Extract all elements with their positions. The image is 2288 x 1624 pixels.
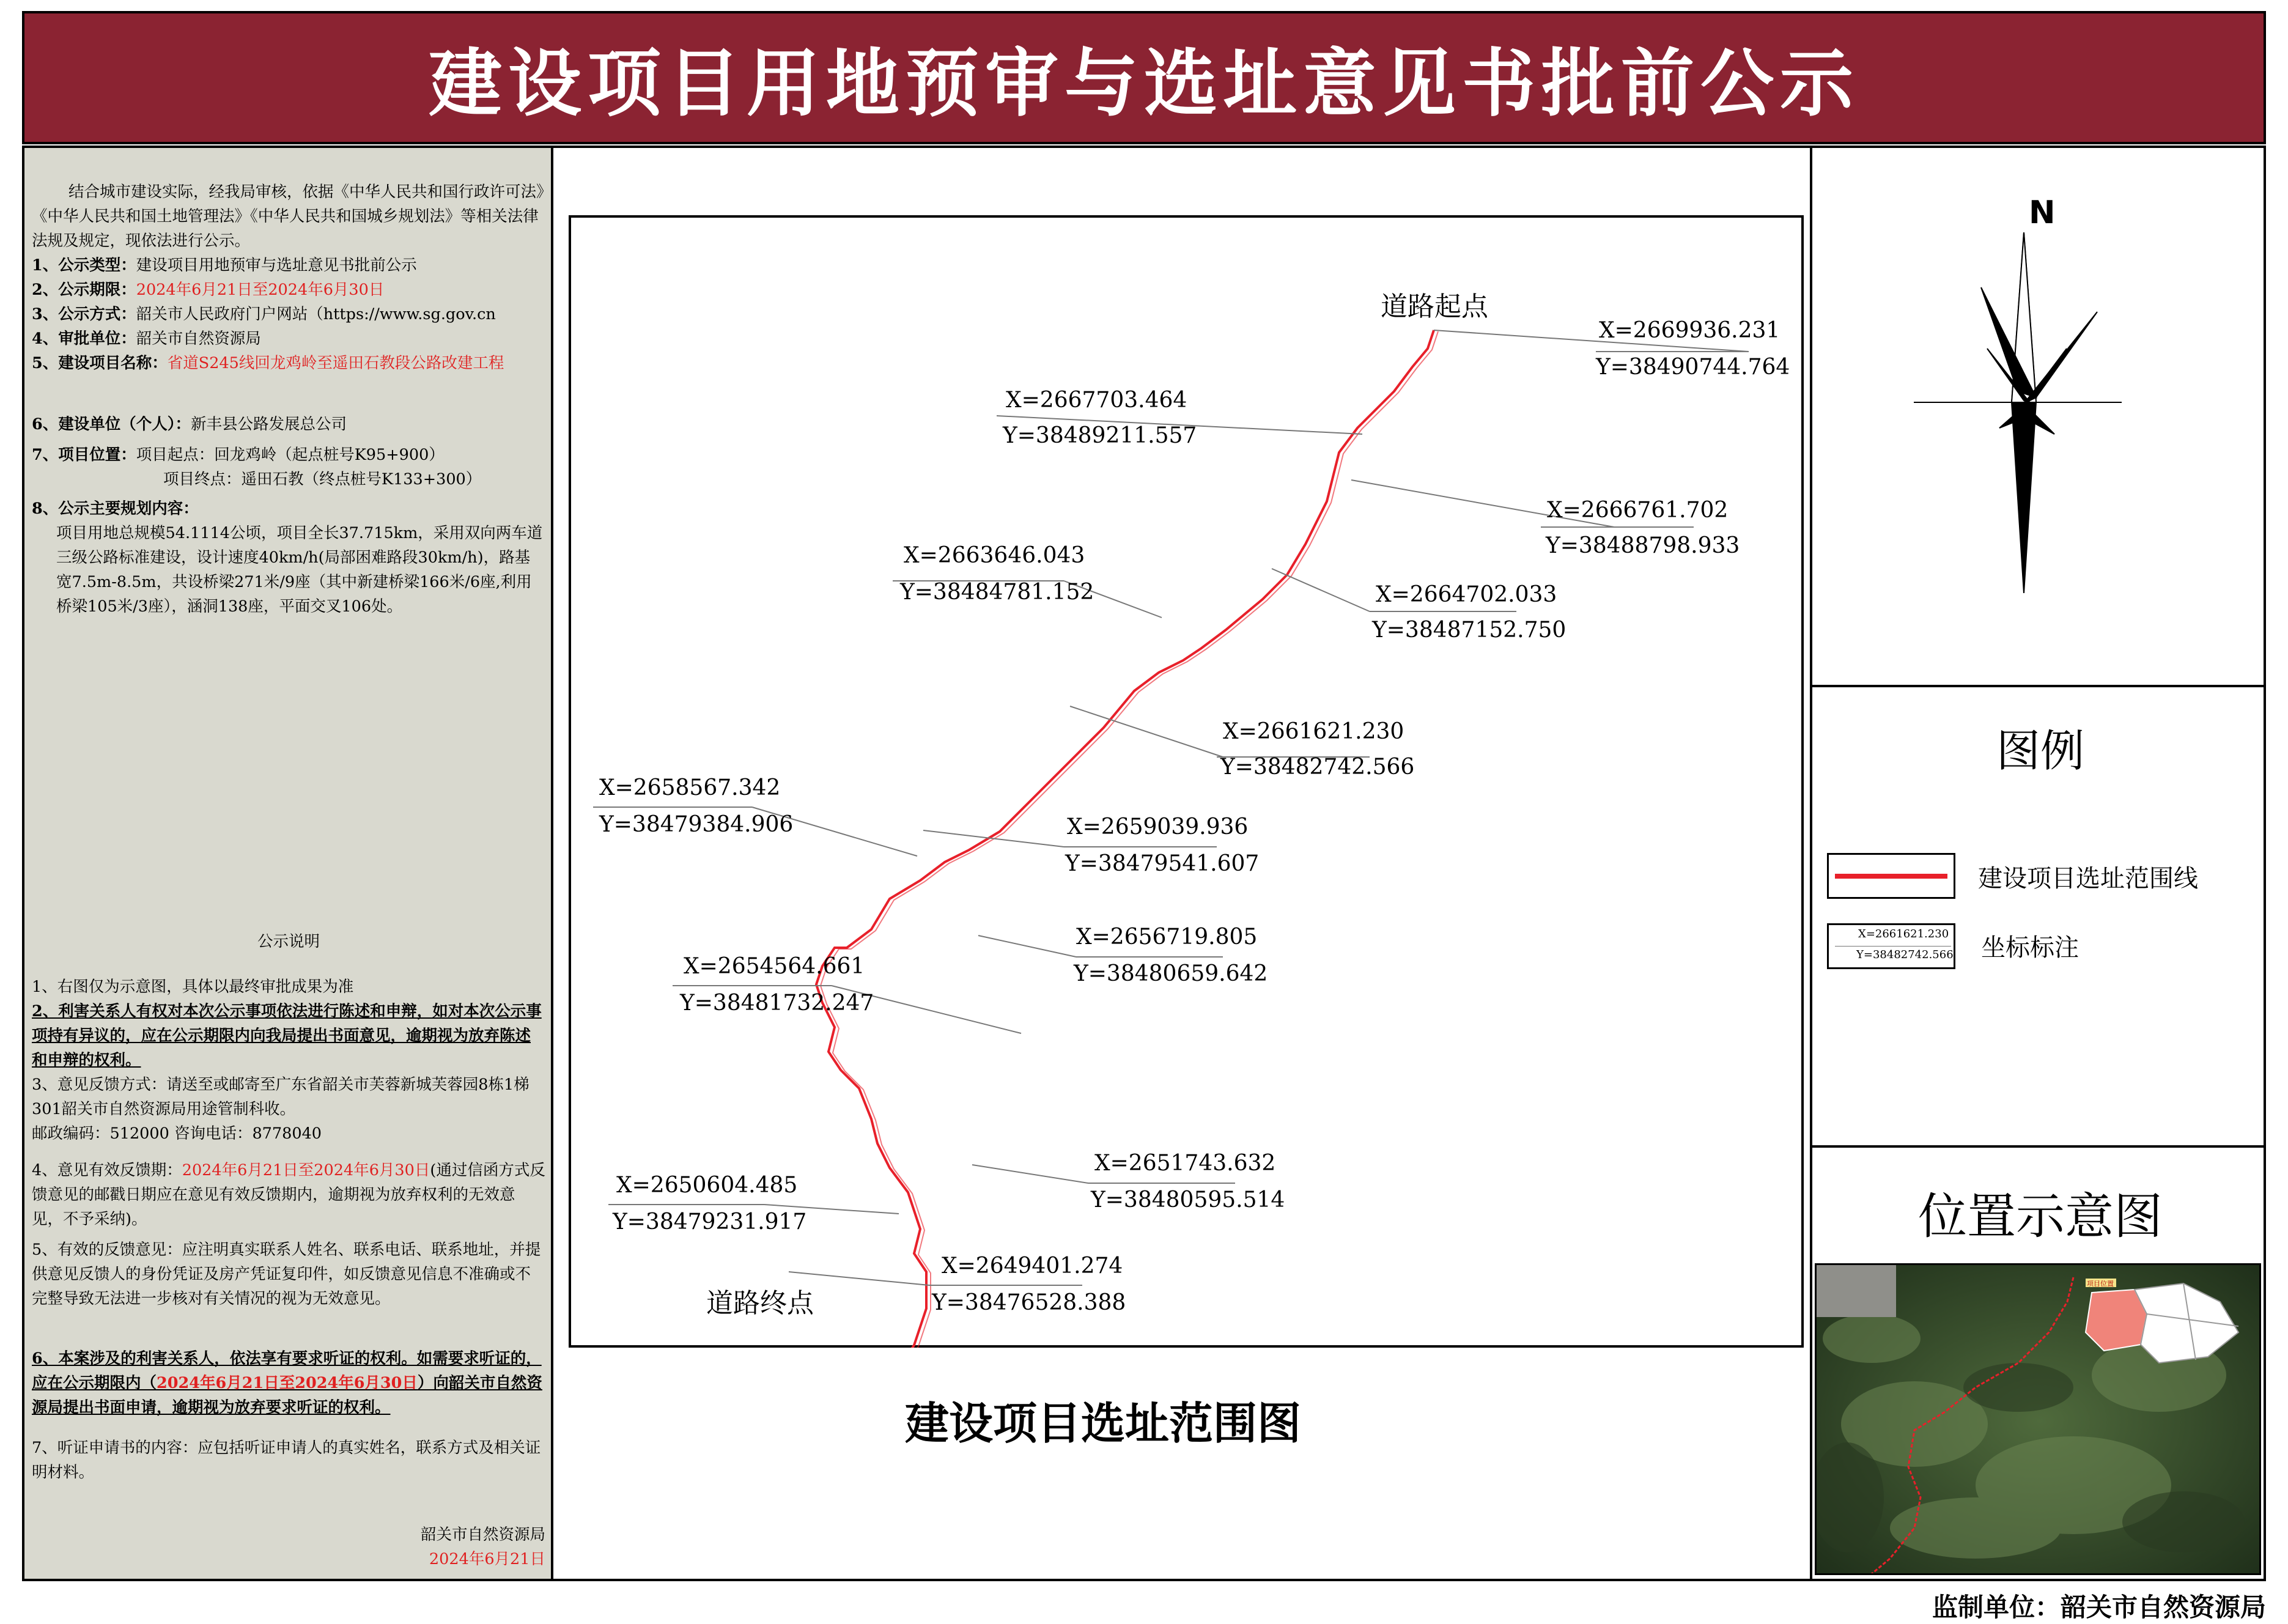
item-developer: 6、建设单位（个人）：新丰县公路发展总公司 bbox=[32, 415, 347, 434]
coord-y: Y=38479231.917 bbox=[613, 1209, 807, 1235]
coord-y: Y=38479384.906 bbox=[599, 812, 794, 837]
coord-x: X=2663646.043 bbox=[904, 543, 1085, 568]
legend-title: 图例 bbox=[1996, 725, 2084, 777]
note-2: 2、利害关系人有权对本次公示事项依法进行陈述和申辩，如对本次公示事项持有异议的，应在公示期限内向我局提出书面意见，逾期视为放弃陈述和申辩的权利。 bbox=[32, 1002, 542, 1069]
note-7: 7、听证申请书的内容：应包括听证申请人的真实姓名，联系方式及相关证明材料。 bbox=[32, 1439, 541, 1482]
note-1: 1、右图仅为示意图，具体以最终审批成果为准 bbox=[32, 978, 354, 996]
end-label: 道路终点 bbox=[706, 1288, 814, 1319]
page-title: 建设项目用地预审与选址意见书批前公示 bbox=[429, 42, 1859, 127]
sign-org: 韶关市自然资源局 bbox=[420, 1526, 545, 1544]
item-approver: 4、审批单位：韶关市自然资源局 bbox=[32, 330, 261, 348]
coord-y: Y=38490744.764 bbox=[1596, 355, 1790, 380]
coord-x: X=2669936.231 bbox=[1599, 318, 1781, 343]
coord-x: X=2658567.342 bbox=[599, 775, 781, 800]
note-6: 6、本案涉及的利害关系人，依法享有要求听证的权利。如需要求听证的，应在公示期限内（2024年6月21日至2024年6月30日）向韶关市自然资源局提出书面申请，逾期视为放弃要求听证的权利。 bbox=[32, 1349, 542, 1417]
item-location: 7、项目位置：项目起点：回龙鸡岭（起点桩号K95+900） bbox=[32, 446, 445, 464]
note-4: 4、意见有效反馈期：2024年6月21日至2024年6月30日(通过信函方式反馈意见的邮戳日期应在意见有效反馈期内，逾期视为放弃权利的无效意见，不予采纳)。 bbox=[32, 1161, 545, 1228]
note-3: 3、意见反馈方式：请送至或邮寄至广东省韶关市芙蓉新城芙蓉园8栋1梯301韶关市自然资源局用途管制科收。 bbox=[32, 1076, 530, 1118]
coord-x: X=2666761.702 bbox=[1547, 498, 1729, 523]
coord-x: X=2664702.033 bbox=[1376, 582, 1557, 607]
coord-x: X=2659039.936 bbox=[1067, 814, 1249, 840]
location-map bbox=[1815, 1263, 2261, 1575]
coord-x: X=2661621.230 bbox=[1223, 719, 1404, 744]
note-3b: 邮政编码：512000 咨询电话：8778040 bbox=[32, 1124, 322, 1143]
coord-x: X=2651743.632 bbox=[1094, 1151, 1276, 1176]
divider bbox=[1812, 1145, 2266, 1148]
legend-route-label: 建设项目选址范围线 bbox=[1978, 865, 2198, 893]
item-content-label: 8、公示主要规划内容： bbox=[32, 500, 199, 518]
coord-y: Y=38482742.566 bbox=[1220, 755, 1415, 780]
coord-y: Y=38476528.388 bbox=[932, 1290, 1126, 1315]
coord-y: Y=38488798.933 bbox=[1546, 533, 1740, 558]
coord-y: Y=38479541.607 bbox=[1065, 851, 1260, 876]
coord-x: X=2656719.805 bbox=[1076, 925, 1258, 950]
map-caption: 建设项目选址范围图 bbox=[904, 1398, 1301, 1449]
item-project-name: 5、建设项目名称：省道S245线回龙鸡岭至遥田石教段公路改建工程 bbox=[32, 354, 504, 372]
coord-y: Y=38480595.514 bbox=[1091, 1187, 1285, 1212]
location-title: 位置示意图 bbox=[1918, 1188, 2163, 1245]
coord-y: Y=38489211.557 bbox=[1003, 423, 1197, 448]
item-content: 项目用地总规模54.1114公顷，项目全长37.715km，采用双向两车道三级公路标准建设，设计速度40km/h(局部困难路段30km/h)，路基宽7.5m-8.5m，共设桥梁271米/9座（其中新建桥梁166米/6座,利用桥梁105米/3座），涵洞138座，平面交叉106处。 bbox=[56, 524, 543, 616]
coord-x: X=2649401.274 bbox=[942, 1253, 1123, 1279]
notes-title: 公示说明 bbox=[257, 932, 320, 951]
item-location-end: 项目终点：遥田石教（终点桩号K133+300） bbox=[163, 470, 482, 489]
intro-text: 结合城市建设实际，经我局审核，依据《中华人民共和国行政许可法》《中华人民共和国土地管理法》《中华人民共和国城乡规划法》等相关法律法规及规定，现依法进行公示。 bbox=[32, 183, 544, 250]
coord-x: X=2667703.464 bbox=[1006, 388, 1187, 413]
compass-north-label: N bbox=[2029, 194, 2056, 231]
notice-panel bbox=[24, 148, 553, 1579]
svg-text:项目位置: 项目位置 bbox=[2087, 1280, 2114, 1288]
item-period: 2、公示期限：2024年6月21日至2024年6月30日 bbox=[32, 281, 385, 299]
legend-route-swatch bbox=[1827, 853, 1955, 899]
divider bbox=[1812, 685, 2266, 687]
item-type: 1、公示类型：建设项目用地预审与选址意见书批前公示 bbox=[32, 256, 417, 275]
leader-lines bbox=[593, 330, 1749, 1285]
coord-y: Y=38480659.642 bbox=[1074, 961, 1268, 986]
legend-coord-swatch: X=2661621.230 Y=38482742.566 bbox=[1827, 923, 1955, 969]
coord-y: Y=38484781.152 bbox=[900, 580, 1094, 605]
sign-date: 2024年6月21日 bbox=[429, 1550, 545, 1568]
coord-x: X=2650604.485 bbox=[616, 1173, 798, 1198]
legend-coord-label: 坐标标注 bbox=[1981, 934, 2079, 962]
footer-supervisor: 监制单位：韶关市自然资源局 bbox=[1932, 1592, 2266, 1622]
compass-icon bbox=[1914, 232, 2122, 593]
coord-y: Y=38487152.750 bbox=[1372, 618, 1567, 643]
item-method: 3、公示方式：韶关市人民政府门户网站（https://www.sg.gov.cn bbox=[32, 305, 496, 323]
title-bar bbox=[22, 11, 2266, 144]
note-5: 5、有效的反馈意见：应注明真实联系人姓名、联系电话、联系地址，并提供意见反馈人的身份凭证及房产凭证复印件，如反馈意见信息不准确或不完整导致无法进一步核对有关情况的视为无效意见。 bbox=[32, 1241, 541, 1308]
coord-x: X=2654564.661 bbox=[684, 954, 865, 979]
start-label: 道路起点 bbox=[1381, 291, 1488, 322]
coord-y: Y=38481732.247 bbox=[680, 991, 874, 1016]
